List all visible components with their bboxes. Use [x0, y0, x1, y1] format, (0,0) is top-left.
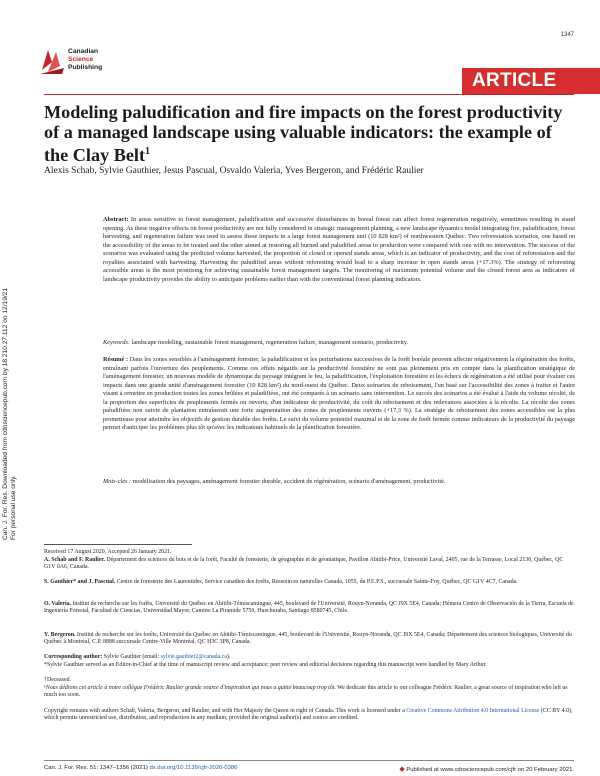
keywords-label: Keywords: [103, 339, 131, 346]
corresponding-author-text: Sylvie Gauthier (email: [102, 654, 161, 660]
keywords [103, 339, 575, 348]
header-divider [44, 94, 574, 95]
affiliation-2-text: Centre de foresterie des Laurentides, Service canadien des forêts, Ressources naturelles Canada, 1055, du P.E.P.S., succursale Sainte-Foy, Québec, QC G1V 4C7, Canada. [115, 579, 518, 585]
footer-published [399, 765, 574, 773]
copyright-notice [44, 708, 574, 723]
publisher-line-1: Canadian [68, 48, 99, 55]
resume [103, 356, 575, 433]
affiliation-1 [44, 557, 574, 572]
publisher-name [68, 48, 102, 72]
abstract-text: In areas sensitive to forest management, paludification and successive disturbances in boreal forest can affect forest regeneration negatively, sometimes resulting in stand opening. As these negative effects on forest productivity are not fully considered in strategic management planning, a new landscape dynamics model integrating fire, paludification, forest harvesting, and regeneration failure was used to assess these impacts in a large forest management unit (10 828 km²) of northwestern Québec. Two reforestation scenarios, one based on the accessibility of the areas to be treated and the other aimed at restoring all burned and paludified areas to production were compared with one with no intervention. The success of the scenarios was evaluated using the predicted volume harvested, the proportion of closed or opened stands areas, which is an indicator of productivity, and the cost of reforestation and the royalties associated with harvesting. Harvesting the paludified areas without reforesting would lead to a sharp increase in open stands areas (+17.3%). The strategy of reforesting accessible areas is the most promising for achieving sustainable forest management targets. The monitoring of maximum potential volume and the closed forest area as indicators of landscape productivity provides the ability to anticipate problems earlier than with the conventional forest planning indicators. [103, 216, 576, 283]
resume-label: Résumé : [103, 356, 129, 363]
affiliation-2 [44, 579, 574, 586]
affiliation-4-text: Institut de recherche sur les forêts, Université du Québec en Abitibi-Témiscamingue, 445, boulevard de l'Université, Rouyn-Noranda, QC J9X 5E4, Canada; Département des sciences biologiques, Université du Québec à Montréal, C.P. 8888 succursale Centre-Ville Montréal, QC H3C 3P8, Canada. [44, 632, 572, 646]
publisher-logo[interactable] [38, 45, 148, 85]
footer-citation [44, 765, 237, 771]
dedication-french: Nous dédions cet article à notre collègue Frédéric Raulier grande source d'inspiration qui nous a quitté beaucoup trop tôt. [45, 685, 336, 691]
resume-text: Dans les zones sensibles à l'aménagement forestier, la paludification et les perturbations successives de la forêt boréale peuvent affecter négativement la régénération des forêts, entraînant parfois l'ouverture des peuplements. Comme ces effets négatifs sur la productivité forestière ne sont pas pleinement pris en compte dans la planification stratégique de l'aménagement forestier, un nouveau modèle de dynamique du paysage intégrant le feu, la paludification, l'exploitation forestière et les échecs de régénération a été utilisé pour évaluer ces impacts dans une grande unité d'aménagement forestier (10 828 km²) du nord-ouest du Québec. Deux scénarios de reboisement, l'un basé sur l'accessibilité des zones à traiter et l'autre visant à remettre en production toutes les zones brûlées et paludifiées, ont été comparés à un scénario sans intervention. Le succès des scénarios a été évalué à l'aide du volume récolté, de la proportion des superficies de peuplements fermés ou ouverts, d'un indicateur de productivité, du coût du reboisement et des redevances associées à la récolte. La récolte des zones paludifiées non suivie de plantation entraînerait une forte augmentation des zones de peuplements ouverts (+17,3 %). La stratégie de reboisement des zones accessibles est la plus prometteuse pour atteindre les objectifs de gestion durable des forêts. Le suivi du volume potentiel maximal et de la zone de forêt fermée comme indicateurs de la productivité du paysage permet d'anticiper les problèmes plus tôt qu'avec les indicateurs habituels de la planification forestière. [103, 356, 575, 432]
sidebar-usage-note: For personal use only. [9, 475, 17, 540]
corresponding-author-label: Corresponding author: [44, 654, 103, 660]
keywords-text: landscape modeling, sustainable forest management, regeneration failure, management scenario, productivity. [130, 339, 409, 346]
doi-link[interactable]: dx.doi.org/10.1139/cjfr-2020-0386 [149, 765, 238, 771]
affiliation-3-names: O. Valeria. [44, 601, 71, 607]
copyright-end: (CC BY 4.0), which permits unrestricted use, distribution, and reproduction in any medium, provided the original author(s) and source are credited. [44, 708, 573, 722]
published-arrow-icon: ◆ [399, 766, 405, 773]
dedication-note [44, 685, 574, 700]
affiliation-3 [44, 601, 574, 616]
abstract [103, 216, 575, 284]
corresponding-author-end: ). [226, 654, 231, 660]
download-sidebar [2, 210, 16, 540]
publisher-line-2: Science [68, 56, 94, 63]
affiliation-3-text: Institut de recherche sur les forêts, Université du Québec en Abitibi-Témiscamingue, 445, boulevard de l'Université, Rouyn-Noranda, QC J9X 5E4, Canada; Hémera Centro de Observación de la Tierra, Escuela de Ingeniería Forestal, Facultad de Ciencias, Universidad Mayor, Camino La Pirámide 5750, Huechuraba, Santiago 8580745, Chile. [44, 601, 574, 615]
article-title [44, 102, 564, 165]
footer-divider [44, 760, 574, 761]
deceased-note: †Deceased. [44, 677, 71, 683]
abstract-label: Abstract: [103, 216, 129, 223]
article-type-banner: ARTICLE [462, 68, 600, 94]
affiliation-4-names: Y. Bergeron. [44, 632, 76, 638]
copyright-text: Copyright remains with authors Schab, Valeria, Bergeron, and Raulier, and with Her Majesty the Queen in right of Canada. This work is licensed under a [44, 708, 407, 714]
affiliation-1-names: A. Schab and F. Raulier. [44, 557, 105, 563]
mots-cles [103, 478, 575, 487]
mots-cles-label: Mots-clés : [103, 478, 132, 485]
editor-note: *Sylvie Gauthier served as an Editor-in-Chief at the time of manuscript review and acceptance; peer review and editorial decisions regarding this manuscript were handled by Mary Arthur. [44, 662, 487, 668]
sidebar-download-info: Can. J. For. Res. Downloaded from cdnsciencepub.com by 18.210.27.112 on 12/19/21 [2, 287, 9, 540]
affiliation-4 [44, 632, 574, 647]
mots-cles-text: modélisation des paysages, aménagement forestier durable, accident de régénération, scénario d'aménagement, productivité. [131, 478, 446, 485]
page-number: 1347 [560, 32, 574, 38]
published-text: Published at www.cdnsciencepub.com/cjfr on 20 February 2021. [406, 767, 574, 773]
dedication-english: We dedicate this article to our colleague Frédéric Raulier, a great source of inspiration who left us much too soon. [44, 685, 568, 699]
received-dates: Received 17 August 2020. Accepted 26 January 2021. [44, 549, 172, 555]
title-text: Modeling paludification and fire impacts on the forest productivity of a managed landscape using valuable indicators: the example of the Clay Belt [44, 102, 563, 166]
publisher-line-3: Publishing [68, 64, 103, 71]
dedication-mark: ¹ [44, 685, 46, 691]
affiliation-2-names: S. Gauthier* and J. Pascual. [44, 579, 116, 585]
corresponding-author [44, 654, 574, 661]
footnote-divider [44, 544, 192, 545]
affiliation-1-text: Département des sciences du bois et de la forêt, Faculté de foresterie, de géographie et de géomatique, Pavillon Abitibi-Price, Université Laval, 2405, rue de la Terrasse, Local 2130, Québec, QC G1V 0A6, Canada. [44, 557, 564, 571]
citation-text: Can. J. For. Res. 51: 1347–1356 (2021) [44, 765, 150, 771]
title-footnote-mark[interactable]: 1 [145, 146, 151, 157]
author-list: Alexis Schab, Sylvie Gauthier, Jesus Pascual, Osvaldo Valeria, Yves Bergeron, and Frédéric Raulier [44, 166, 424, 176]
corresponding-author-email-link[interactable]: sylvie.gauthier2@canada.ca [160, 654, 227, 660]
csp-logo-icon [38, 46, 68, 76]
license-link[interactable]: Creative Commons Attribution 4.0 International License [406, 708, 540, 714]
